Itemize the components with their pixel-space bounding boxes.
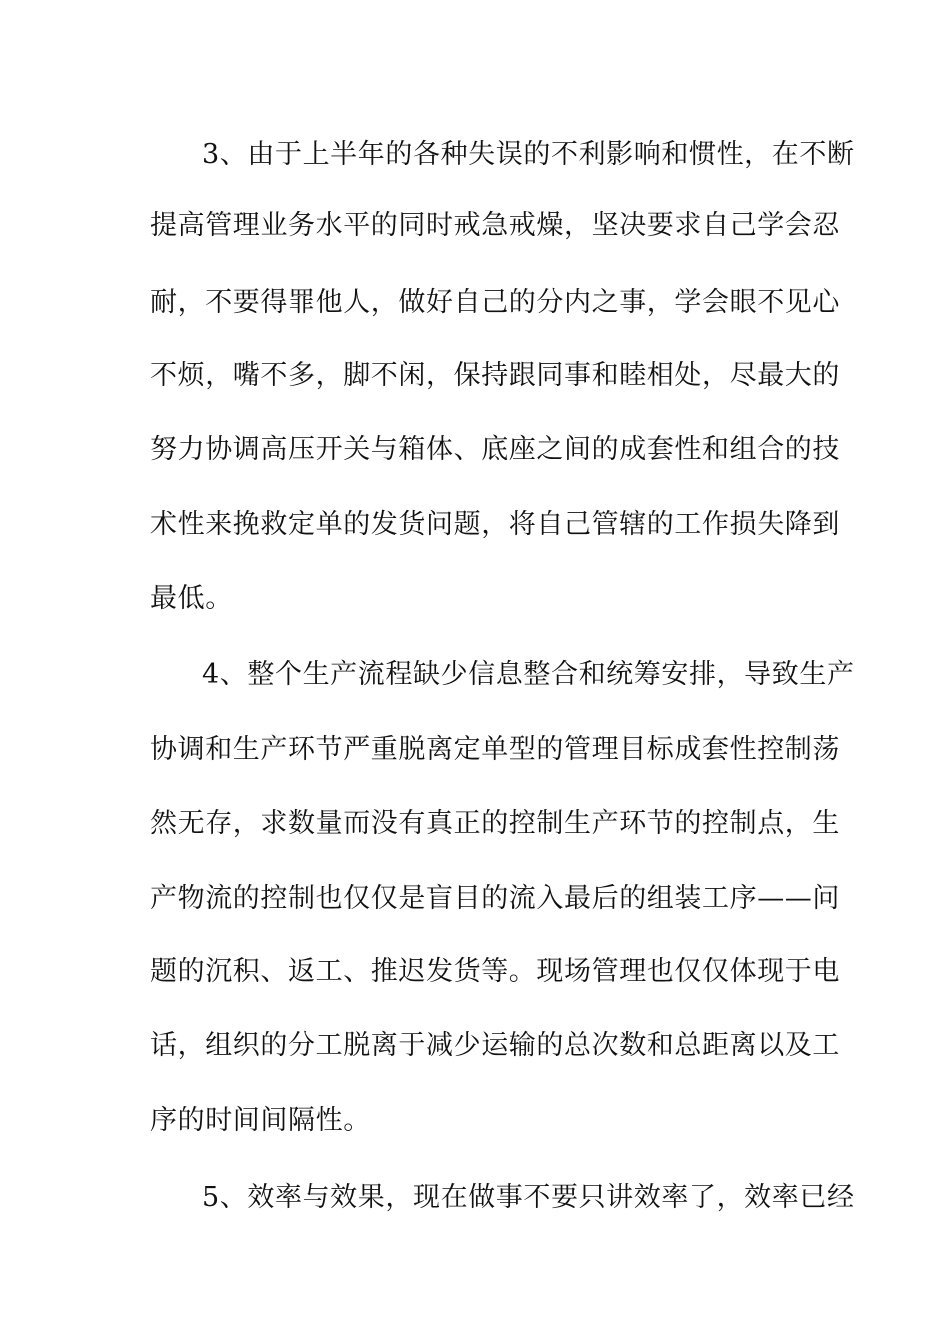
text-line: 话，组织的分工脱离于减少运输的总次数和总距离以及工 — [150, 1030, 840, 1061]
text-line: 提高管理业务水平的同时戒急戒燥，坚决要求自己学会忍 — [150, 210, 840, 241]
text-line: 协调和生产环节严重脱离定单型的管理目标成套性控制荡 — [150, 734, 840, 765]
text-line: 术性来挽救定单的发货问题，将自己管辖的工作损失降到 — [150, 509, 840, 540]
text-line: 不烦，嘴不多，脚不闲，保持跟同事和睦相处，尽最大的 — [150, 360, 840, 391]
text-line: 耐，不要得罪他人，做好自己的分内之事，学会眼不见心 — [150, 287, 840, 318]
text-line: 序的时间间隔性。 — [150, 1105, 371, 1136]
text-line: 3、由于上半年的各种失误的不利影响和惯性，在不断 — [202, 139, 855, 170]
text-line: 产物流的控制也仅仅是盲目的流入最后的组装工序——问 — [150, 883, 840, 914]
text-line: 努力协调高压开关与箱体、底座之间的成套性和组合的技 — [150, 434, 840, 465]
text-line: 4、整个生产流程缺少信息整合和统筹安排，导致生产 — [202, 659, 855, 690]
text-line: 最低。 — [150, 583, 233, 614]
text-line: 5、效率与效果，现在做事不要只讲效率了，效率已经 — [202, 1182, 855, 1213]
text-line: 然无存，求数量而没有真正的控制生产环节的控制点，生 — [150, 808, 840, 839]
text-line: 题的沉积、返工、推迟发货等。现场管理也仅仅体现于电 — [150, 956, 840, 987]
